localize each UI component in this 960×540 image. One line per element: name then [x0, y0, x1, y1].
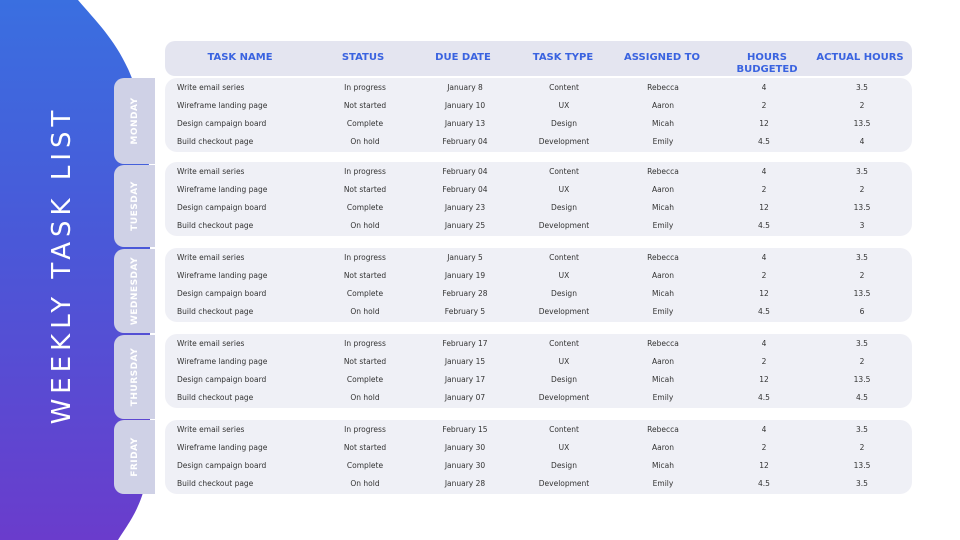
table-row[interactable] — [165, 79, 912, 97]
day-block-tuesday — [165, 162, 912, 236]
cell-hours-budgeted: 2 — [761, 443, 767, 452]
cell-status: Not started — [343, 357, 387, 366]
header-task-type: TASK TYPE — [532, 52, 594, 63]
cell-due-date: January 28 — [444, 479, 486, 488]
cell-assigned-to: Rebecca — [647, 83, 679, 92]
day-tab-tuesday[interactable] — [114, 165, 155, 247]
cell-due-date: February 5 — [444, 307, 486, 316]
header-status: STATUS — [341, 52, 385, 63]
table-row[interactable] — [165, 421, 912, 439]
header-due-date: DUE DATE — [435, 52, 491, 63]
table-row[interactable] — [165, 285, 912, 303]
cell-status: On hold — [350, 393, 380, 402]
cell-assigned-to: Aaron — [652, 271, 674, 280]
cell-actual-hours: 13.5 — [853, 375, 871, 384]
cell-hours-budgeted: 2 — [761, 101, 767, 110]
cell-task-type: UX — [558, 101, 570, 110]
day-label: FRIDAY — [129, 437, 140, 477]
table-row[interactable] — [165, 249, 912, 267]
cell-actual-hours: 4 — [859, 137, 865, 146]
cell-task-type: Design — [551, 119, 577, 128]
cell-hours-budgeted: 4.5 — [758, 307, 770, 316]
day-block-monday — [165, 78, 912, 152]
cell-task-name: Wireframe landing page — [177, 101, 268, 110]
cell-task-type: Development — [538, 393, 590, 402]
day-tab-friday[interactable] — [114, 420, 155, 494]
cell-status: Complete — [346, 289, 384, 298]
cell-task-type: Content — [549, 253, 579, 262]
cell-hours-budgeted: 12 — [759, 375, 769, 384]
cell-task-type: Content — [549, 339, 579, 348]
cell-task-name: Write email series — [177, 339, 245, 348]
cell-status: On hold — [350, 221, 380, 230]
cell-due-date: February 15 — [442, 425, 488, 434]
cell-task-name: Design campaign board — [177, 203, 267, 212]
cell-task-name: Write email series — [177, 83, 245, 92]
cell-task-type: Design — [551, 461, 577, 470]
table-row[interactable] — [165, 163, 912, 181]
cell-hours-budgeted: 4.5 — [758, 393, 770, 402]
cell-due-date: January 23 — [444, 203, 486, 212]
cell-actual-hours: 3.5 — [856, 479, 868, 488]
cell-due-date: January 8 — [447, 83, 483, 92]
table-row[interactable] — [165, 439, 912, 457]
cell-actual-hours: 13.5 — [853, 119, 871, 128]
cell-assigned-to: Micah — [651, 375, 675, 384]
cell-actual-hours: 4.5 — [856, 393, 868, 402]
cell-due-date: January 07 — [444, 393, 486, 402]
cell-assigned-to: Micah — [651, 203, 675, 212]
cell-hours-budgeted: 2 — [761, 357, 767, 366]
cell-assigned-to: Emily — [652, 221, 674, 230]
cell-task-name: Build checkout page — [177, 307, 254, 316]
cell-task-type: Content — [549, 425, 579, 434]
cell-task-type: Design — [551, 289, 577, 298]
cell-task-type: UX — [558, 185, 570, 194]
cell-due-date: January 10 — [444, 101, 486, 110]
cell-actual-hours: 13.5 — [853, 461, 871, 470]
cell-actual-hours: 2 — [859, 185, 865, 194]
cell-actual-hours: 13.5 — [853, 203, 871, 212]
cell-due-date: January 5 — [447, 253, 483, 262]
cell-task-type: Design — [551, 203, 577, 212]
cell-assigned-to: Aaron — [652, 185, 674, 194]
table-row[interactable] — [165, 217, 912, 235]
cell-hours-budgeted: 4.5 — [758, 137, 770, 146]
cell-status: On hold — [350, 307, 380, 316]
day-block-friday — [165, 420, 912, 494]
cell-task-name: Wireframe landing page — [177, 271, 268, 280]
cell-hours-budgeted: 4 — [761, 339, 767, 348]
table-row[interactable] — [165, 389, 912, 407]
cell-actual-hours: 3 — [859, 221, 865, 230]
cell-assigned-to: Emily — [652, 393, 674, 402]
cell-status: In progress — [344, 167, 386, 176]
cell-due-date: January 19 — [444, 271, 486, 280]
cell-status: On hold — [350, 479, 380, 488]
cell-status: Not started — [343, 443, 387, 452]
day-label: TUESDAY — [129, 181, 140, 231]
cell-assigned-to: Micah — [651, 461, 675, 470]
day-label: MONDAY — [129, 97, 140, 145]
cell-status: In progress — [344, 83, 386, 92]
cell-task-name: Design campaign board — [177, 461, 267, 470]
cell-due-date: February 04 — [442, 137, 488, 146]
cell-task-name: Build checkout page — [177, 137, 254, 146]
cell-task-type: Development — [538, 479, 590, 488]
cell-due-date: February 28 — [442, 289, 488, 298]
cell-hours-budgeted: 4.5 — [758, 221, 770, 230]
cell-hours-budgeted: 12 — [759, 461, 769, 470]
header-actual-hours: ACTUAL HOURS — [816, 52, 904, 63]
cell-status: Complete — [346, 203, 384, 212]
cell-status: Complete — [346, 119, 384, 128]
cell-task-name: Design campaign board — [177, 289, 267, 298]
page-title: WEEKLY TASK LIST — [47, 105, 77, 425]
table-row[interactable] — [165, 335, 912, 353]
table-row[interactable] — [165, 267, 912, 285]
cell-actual-hours: 3.5 — [856, 425, 868, 434]
cell-assigned-to: Rebecca — [647, 253, 679, 262]
cell-task-type: Development — [538, 307, 590, 316]
cell-due-date: January 17 — [444, 375, 486, 384]
cell-task-name: Design campaign board — [177, 375, 267, 384]
cell-task-type: Content — [549, 83, 579, 92]
cell-hours-budgeted: 4.5 — [758, 479, 770, 488]
table-row[interactable] — [165, 133, 912, 151]
cell-assigned-to: Emily — [652, 479, 674, 488]
cell-actual-hours: 3.5 — [856, 339, 868, 348]
cell-actual-hours: 3.5 — [856, 167, 868, 176]
table-row[interactable] — [165, 181, 912, 199]
cell-actual-hours: 2 — [859, 443, 865, 452]
day-tab-wednesday[interactable] — [114, 249, 155, 333]
cell-task-name: Wireframe landing page — [177, 357, 268, 366]
cell-status: In progress — [344, 339, 386, 348]
cell-assigned-to: Rebecca — [647, 167, 679, 176]
cell-task-type: UX — [558, 271, 570, 280]
cell-due-date: January 30 — [444, 443, 486, 452]
cell-status: Not started — [343, 101, 387, 110]
table-row[interactable] — [165, 97, 912, 115]
cell-status: Not started — [343, 185, 387, 194]
cell-actual-hours: 2 — [859, 101, 865, 110]
cell-assigned-to: Rebecca — [647, 425, 679, 434]
table-row[interactable] — [165, 199, 912, 217]
cell-status: Not started — [343, 271, 387, 280]
header-assigned-to: ASSIGNED TO — [624, 52, 700, 63]
table-row[interactable] — [165, 457, 912, 475]
cell-assigned-to: Micah — [651, 119, 675, 128]
cell-actual-hours: 2 — [859, 271, 865, 280]
cell-hours-budgeted: 12 — [759, 203, 769, 212]
cell-due-date: February 04 — [442, 167, 488, 176]
table-row[interactable] — [165, 475, 912, 493]
cell-task-name: Build checkout page — [177, 393, 254, 402]
table-row[interactable] — [165, 371, 912, 389]
cell-actual-hours: 2 — [859, 357, 865, 366]
day-block-thursday — [165, 334, 912, 408]
day-tab-monday[interactable] — [114, 78, 155, 164]
cell-task-type: UX — [558, 357, 570, 366]
cell-status: Complete — [346, 461, 384, 470]
day-block-wednesday — [165, 248, 912, 322]
table-row[interactable] — [165, 115, 912, 133]
cell-hours-budgeted: 4 — [761, 167, 767, 176]
cell-hours-budgeted: 2 — [761, 185, 767, 194]
day-label: THURSDAY — [129, 347, 140, 407]
cell-actual-hours: 13.5 — [853, 289, 871, 298]
cell-hours-budgeted: 12 — [759, 289, 769, 298]
cell-task-name: Write email series — [177, 167, 245, 176]
cell-actual-hours: 3.5 — [856, 83, 868, 92]
cell-assigned-to: Rebecca — [647, 339, 679, 348]
cell-actual-hours: 3.5 — [856, 253, 868, 262]
cell-hours-budgeted: 4 — [761, 253, 767, 262]
cell-actual-hours: 6 — [859, 307, 865, 316]
cell-task-name: Build checkout page — [177, 221, 254, 230]
cell-assigned-to: Emily — [652, 137, 674, 146]
cell-task-name: Write email series — [177, 253, 245, 262]
cell-due-date: February 04 — [442, 185, 488, 194]
cell-task-type: UX — [558, 443, 570, 452]
cell-assigned-to: Micah — [651, 289, 675, 298]
cell-task-name: Build checkout page — [177, 479, 254, 488]
header-task-name: TASK NAME — [207, 52, 273, 63]
cell-task-type: Development — [538, 137, 590, 146]
cell-task-name: Wireframe landing page — [177, 443, 268, 452]
cell-due-date: February 17 — [442, 339, 488, 348]
cell-hours-budgeted: 4 — [761, 83, 767, 92]
cell-status: Complete — [346, 375, 384, 384]
cell-task-name: Write email series — [177, 425, 245, 434]
day-tab-thursday[interactable] — [114, 335, 155, 419]
cell-assigned-to: Emily — [652, 307, 674, 316]
day-label: WEDNESDAY — [129, 256, 140, 326]
cell-assigned-to: Aaron — [652, 101, 674, 110]
cell-status: On hold — [350, 137, 380, 146]
cell-task-type: Content — [549, 167, 579, 176]
cell-due-date: January 30 — [444, 461, 486, 470]
table-row[interactable] — [165, 353, 912, 371]
cell-hours-budgeted: 4 — [761, 425, 767, 434]
cell-due-date: January 13 — [444, 119, 486, 128]
cell-assigned-to: Aaron — [652, 443, 674, 452]
header-hours-budgeted: HOURS BUDGETED — [736, 52, 798, 75]
cell-task-type: Design — [551, 375, 577, 384]
table-row[interactable] — [165, 303, 912, 321]
cell-due-date: January 15 — [444, 357, 486, 366]
cell-hours-budgeted: 2 — [761, 271, 767, 280]
cell-assigned-to: Aaron — [652, 357, 674, 366]
cell-hours-budgeted: 12 — [759, 119, 769, 128]
cell-task-name: Design campaign board — [177, 119, 267, 128]
cell-task-name: Wireframe landing page — [177, 185, 268, 194]
cell-status: In progress — [344, 253, 386, 262]
cell-status: In progress — [344, 425, 386, 434]
cell-due-date: January 25 — [444, 221, 486, 230]
cell-task-type: Development — [538, 221, 590, 230]
